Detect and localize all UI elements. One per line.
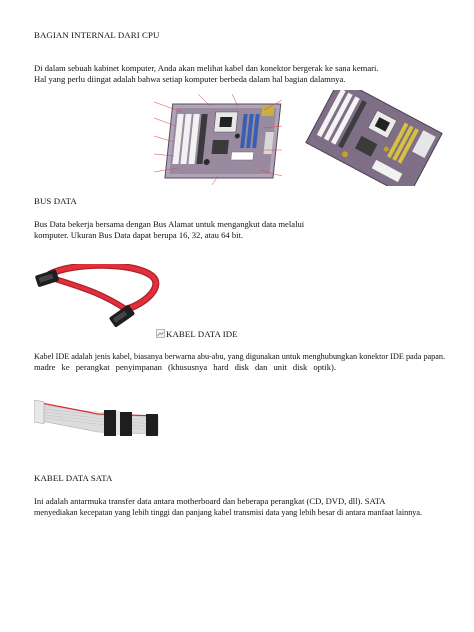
image-placeholder-icon xyxy=(156,329,165,338)
section-heading-kabel-data-sata: KABEL DATA SATA xyxy=(34,473,113,483)
paragraph-bagian-line-2: Hal yang perlu diingat adalah bahwa setiap komputer berbeda dalam hal bagian dalamnya. xyxy=(34,74,346,84)
paragraph-sata-line-1: Ini adalah antarmuka transfer data antara motherboard dan beberapa perangkat (CD, DVD, dll). SATA xyxy=(34,496,386,506)
motherboard-image xyxy=(305,90,443,186)
caption-kabel-data-ide: KABEL DATA IDE xyxy=(166,329,238,339)
section-heading-bus-data: BUS DATA xyxy=(34,196,77,206)
sata-cable-image xyxy=(34,264,160,328)
paragraph-bus-data-line-1: Bus Data bekerja bersama dengan Bus Alamat untuk mengangkut data melalui xyxy=(34,219,305,229)
paragraph-bagian-line-1: Di dalam sebuah kabinet komputer, Anda akan melihat kabel dan konektor bergerak ke sana kemari. xyxy=(34,63,379,73)
paragraph-ide-line-2: madre ke perangkat penyimpanan (khususnya hard disk dan unit disk optik). xyxy=(34,362,336,372)
paragraph-sata-line-2: menyediakan kecepatan yang lebih tinggi dan panjang kabel transmisi data yang lebih besar di antara manfaat lainnya. xyxy=(34,508,423,517)
motherboard-annotated-image xyxy=(152,92,284,186)
paragraph-bus-data-line-2: komputer. Ukuran Bus Data dapat berupa 16, 32, atau 64 bit. xyxy=(34,230,244,240)
paragraph-ide-line-1: Kabel IDE adalah jenis kabel, biasanya berwarna abu-abu, yang digunakan untuk menghubungkan konektor IDE pada papan. xyxy=(34,352,446,361)
ide-ribbon-cable-image xyxy=(34,392,162,448)
section-heading-bagian-internal: BAGIAN INTERNAL DARI CPU xyxy=(34,30,160,40)
